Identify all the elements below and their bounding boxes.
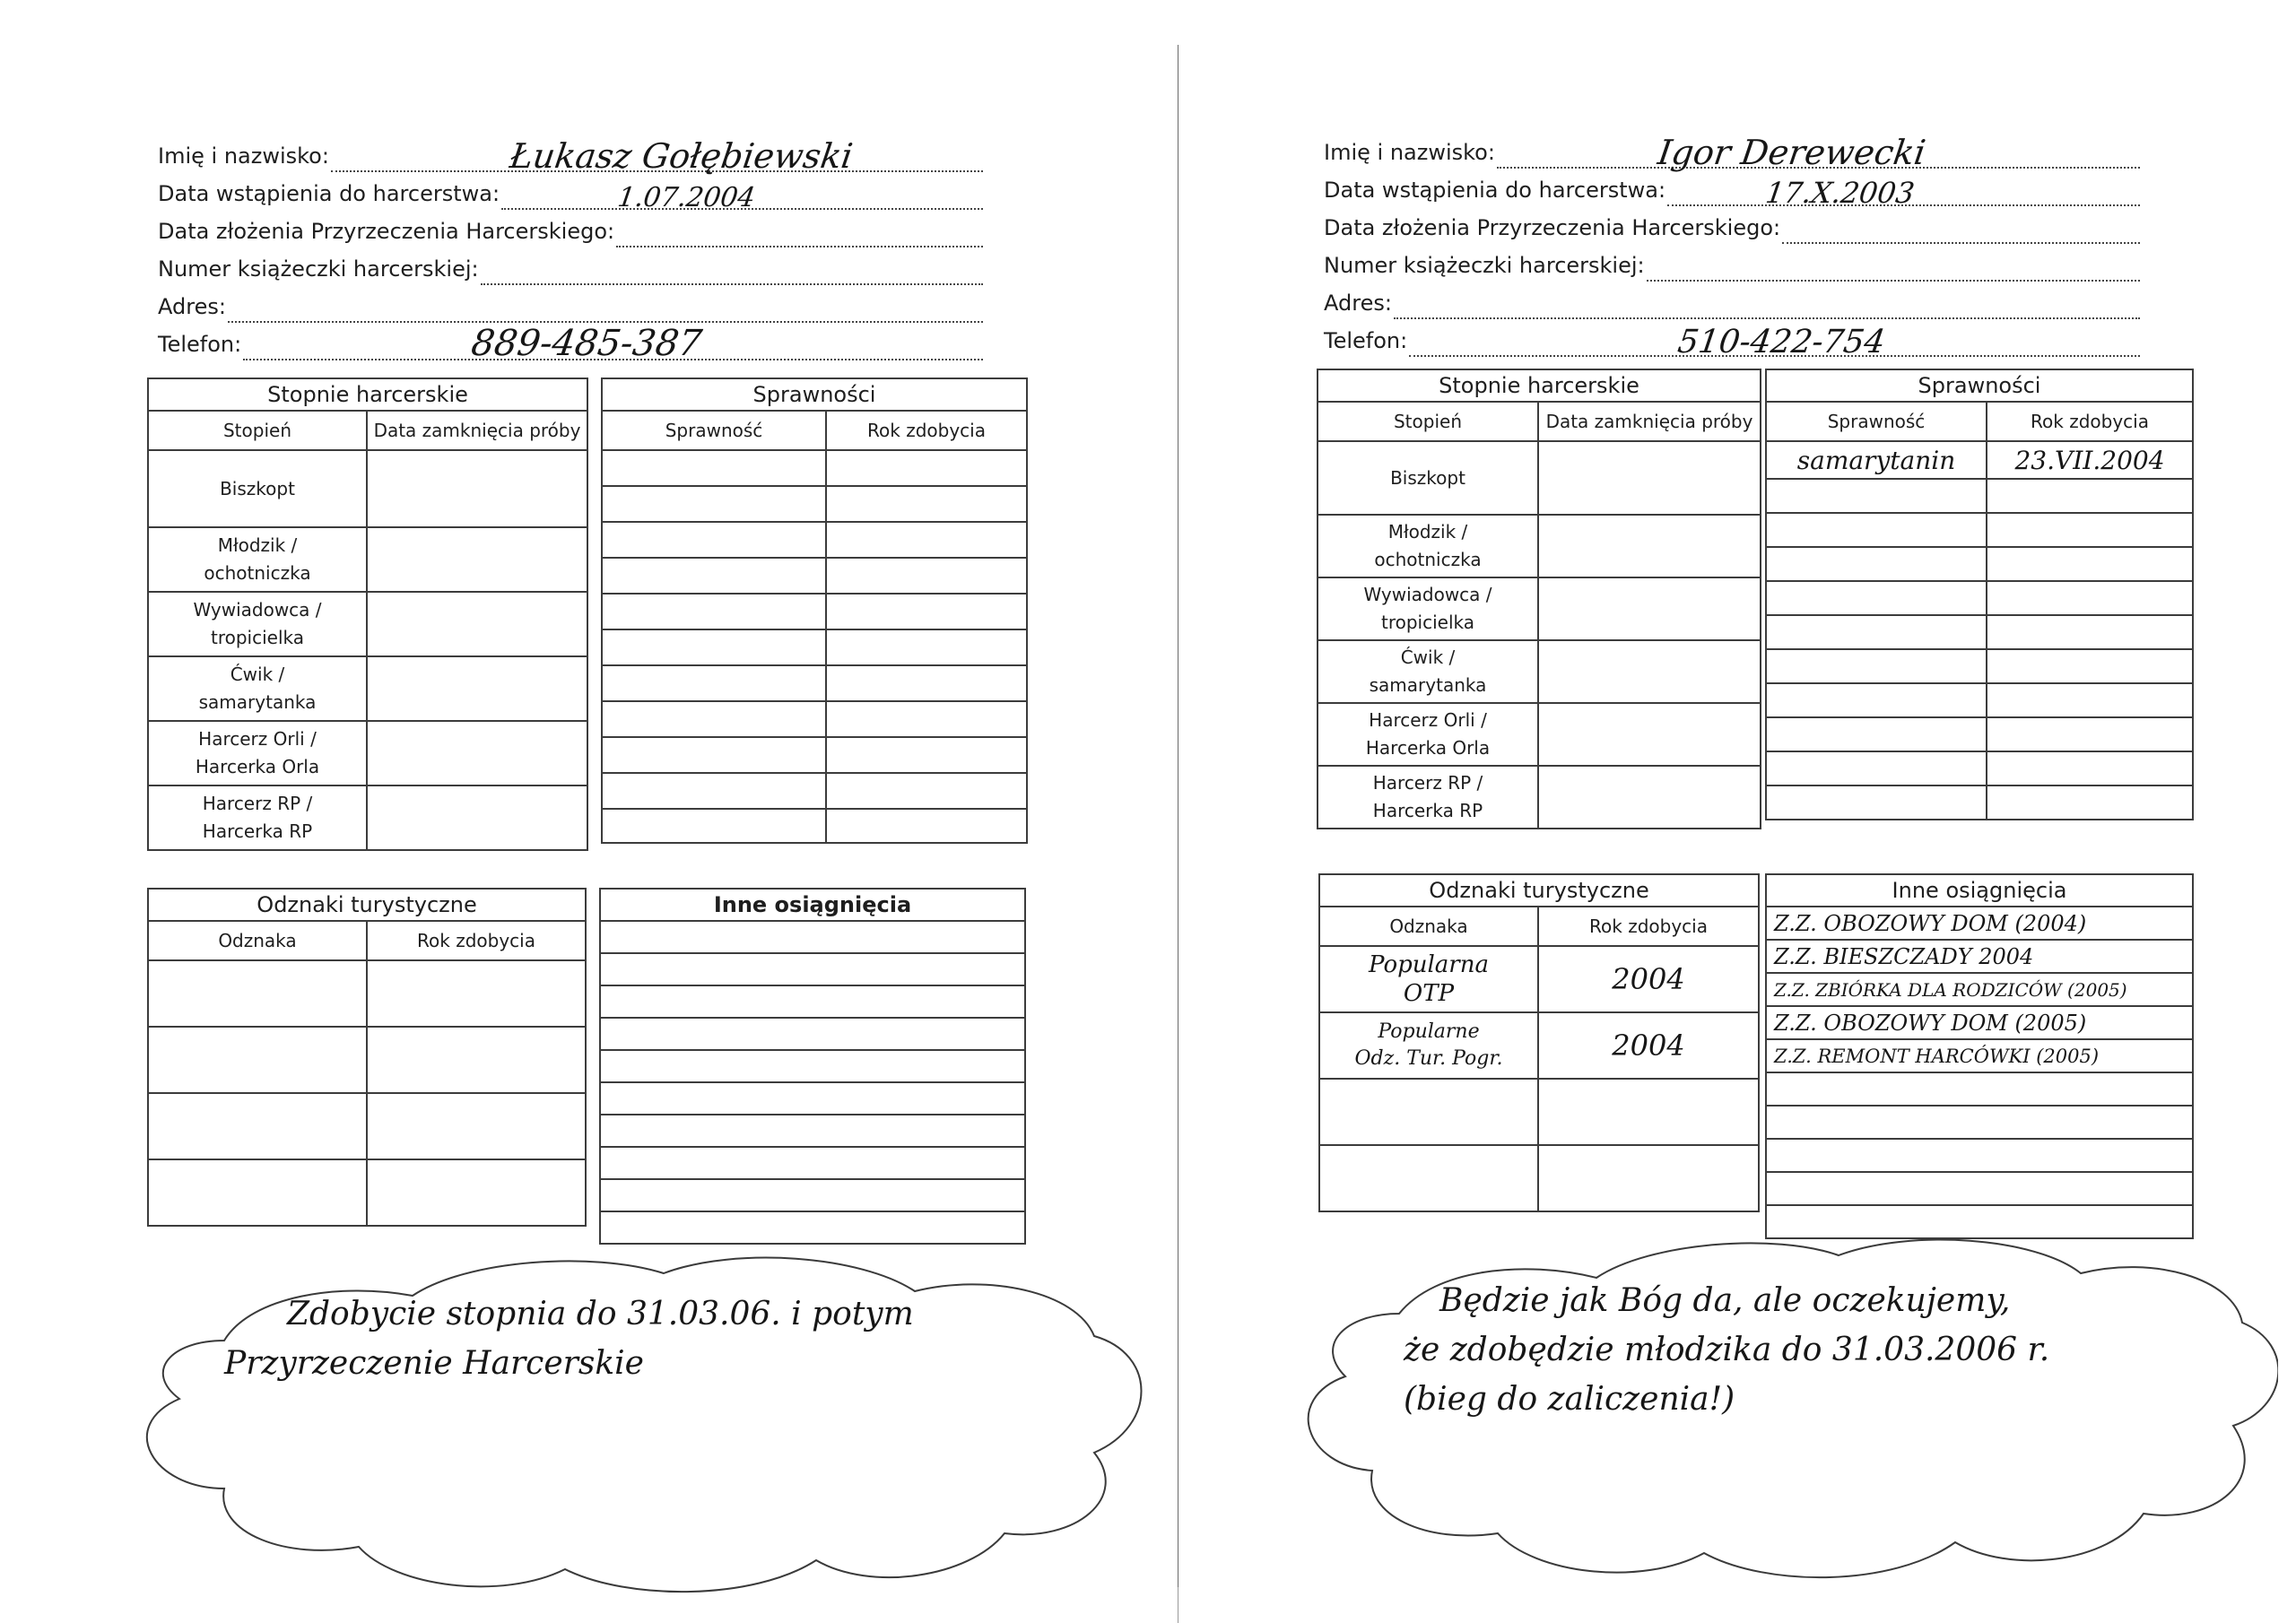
other-row (600, 953, 1025, 985)
rank-row-date (1538, 766, 1761, 829)
tourist-row (1319, 1079, 1759, 1145)
right-join-date-value: 17.X.2003 (1763, 176, 1917, 210)
right-ranks-table (1317, 369, 1761, 829)
tourist-title: Odznaki turystyczne (1319, 874, 1759, 907)
badge-row (602, 594, 1027, 629)
badge-row (602, 701, 1027, 737)
badge-year: 23.VII.2004 (1987, 441, 2193, 479)
left-name-field (158, 135, 983, 176)
rank-row-label: Ćwik / samarytanka (1318, 640, 1538, 703)
badge-row (602, 809, 1027, 843)
tourist-row (148, 1159, 586, 1226)
left-booklet-field (158, 247, 983, 285)
tourist-title: Odznaki turystyczne (148, 889, 586, 921)
badge-row (602, 486, 1027, 522)
tourist-row (1319, 1012, 1759, 1079)
right-page (1175, 0, 2296, 1623)
other-row: Z.Z. BIESZCZADY 2004 (1766, 940, 2193, 973)
left-promise-date-field (158, 210, 983, 247)
address-label: Adres: (158, 294, 226, 319)
promise-date-label: Data złożenia Przyrzeczenia Harcerskiego: (158, 219, 615, 244)
right-cloud-line-3: (bieg do zaliczenia!) (1404, 1381, 1735, 1418)
other-row (1766, 1139, 2193, 1172)
right-cloud-line-1: Będzie jak Bóg da, ale oczekujemy, (1439, 1282, 2011, 1319)
tourist-row (148, 1027, 586, 1093)
tourist-row (148, 960, 586, 1027)
address-label: Adres: (1324, 291, 1392, 316)
other-row (600, 1082, 1025, 1115)
badge-row (602, 665, 1027, 701)
left-address-field (158, 285, 983, 323)
other-title: Inne osiągnięcia (600, 889, 1025, 921)
other-row (1766, 1106, 2193, 1139)
name-label: Imię i nazwisko: (158, 143, 329, 169)
left-comment-cloud (126, 1246, 1148, 1605)
tourist-row (1319, 946, 1759, 1012)
right-address-field (1324, 282, 2140, 319)
other-row (600, 921, 1025, 953)
rank-row-label: Harcerz Orli / Harcerka Orla (1318, 703, 1538, 766)
left-join-date-value: 1.07.2004 (615, 182, 758, 213)
badge-row (602, 558, 1027, 594)
ranks-col-rank: Stopień (1318, 402, 1538, 441)
badge-row (602, 629, 1027, 665)
badge-row (1766, 717, 2193, 751)
other-row (600, 1179, 1025, 1211)
other-row: Z.Z. OBOZOWY DOM (2004) (1766, 907, 2193, 940)
other-row (600, 1115, 1025, 1147)
rank-row-label: Młodzik / ochotniczka (148, 527, 367, 592)
left-tourist-table (147, 888, 587, 1227)
rank-row-date (367, 721, 587, 785)
badge-row (1766, 581, 2193, 615)
other-title: Inne osiągnięcia (1766, 874, 2193, 907)
rank-row-label: Biszkopt (1318, 441, 1538, 515)
right-name-value: Igor Derewecki (1655, 133, 1928, 172)
right-phone-field (1324, 319, 2140, 360)
badge-row (1766, 785, 2193, 820)
rank-row-date (1538, 515, 1761, 577)
booklet-label: Numer książeczki harcerskiej: (1324, 253, 1645, 278)
right-tourist-table (1318, 873, 1760, 1212)
ranks-col-date: Data zamknięcia próby (1538, 402, 1761, 441)
badge-row (602, 737, 1027, 773)
badge-row (1766, 479, 2193, 513)
phone-label: Telefon: (158, 332, 242, 357)
phone-label: Telefon: (1324, 328, 1408, 353)
rank-row-date (1538, 703, 1761, 766)
left-phone-value: 889-485-387 (468, 323, 705, 364)
badges-title: Sprawności (602, 378, 1027, 411)
rank-row-date (367, 450, 587, 527)
badges-col-year: Rok zdobycia (1987, 402, 2193, 441)
left-name-value: Łukasz Gołębiewski (507, 136, 856, 176)
other-row: Z.Z. OBOZOWY DOM (2005) (1766, 1006, 2193, 1039)
rank-row-date (1538, 640, 1761, 703)
name-label: Imię i nazwisko: (1324, 140, 1495, 165)
badge-row (1766, 615, 2193, 649)
rank-row-date (1538, 577, 1761, 640)
other-row (600, 985, 1025, 1018)
right-comment-cloud (1292, 1228, 2278, 1605)
left-cloud-line-2: Przyrzeczenie Harcerskie (224, 1345, 644, 1382)
left-ranks-table (147, 378, 588, 851)
booklet-label: Numer książeczki harcerskiej: (158, 256, 479, 282)
ranks-title: Stopnie harcerskie (1318, 369, 1761, 402)
badge-row (1766, 547, 2193, 581)
rank-row-label: Wywiadowca / tropicielka (1318, 577, 1538, 640)
promise-date-label: Data złożenia Przyrzeczenia Harcerskiego: (1324, 215, 1781, 240)
right-phone-value: 510-422-754 (1675, 324, 1888, 360)
left-phone-field (158, 323, 983, 364)
right-badges-table (1765, 369, 2194, 820)
left-badges-table (601, 378, 1028, 844)
other-row: Z.Z. REMONT HARCÓWKI (2005) (1766, 1039, 2193, 1072)
other-row (600, 1147, 1025, 1179)
badge-row (1766, 649, 2193, 683)
tourist-col-year: Rok zdobycia (1538, 907, 1759, 946)
tourist-year: 2004 (1538, 1012, 1759, 1079)
right-other-table (1765, 873, 2194, 1239)
left-join-date-field (158, 172, 983, 213)
tourist-name: Popularne Odz. Tur. Pogr. (1319, 1012, 1538, 1079)
rank-row-date (367, 592, 587, 656)
tourist-col-name: Odznaka (148, 921, 367, 960)
left-cloud-line-1: Zdobycie stopnia do 31.03.06. i potym (287, 1296, 914, 1332)
rank-row-label: Ćwik / samarytanka (148, 656, 367, 721)
other-row (1766, 1072, 2193, 1106)
badge-name: samarytanin (1766, 441, 1987, 479)
rank-row-date (1538, 441, 1761, 515)
other-row (600, 1211, 1025, 1244)
tourist-col-name: Odznaka (1319, 907, 1538, 946)
rank-row-label: Harcerz RP / Harcerka RP (1318, 766, 1538, 829)
rank-row-label: Biszkopt (148, 450, 367, 527)
tourist-col-year: Rok zdobycia (367, 921, 586, 960)
other-row (600, 1018, 1025, 1050)
badge-row (1766, 751, 2193, 785)
rank-row-date (367, 527, 587, 592)
ranks-title: Stopnie harcerskie (148, 378, 587, 411)
right-name-field (1324, 131, 2140, 172)
badges-col-year: Rok zdobycia (826, 411, 1027, 450)
rank-row-label: Wywiadowca / tropicielka (148, 592, 367, 656)
right-promise-date-field (1324, 206, 2140, 244)
tourist-row (1319, 1145, 1759, 1211)
join-date-label: Data wstąpienia do harcerstwa: (158, 181, 500, 206)
rank-row-date (367, 785, 587, 850)
badges-col-name: Sprawność (1766, 402, 1987, 441)
ranks-col-rank: Stopień (148, 411, 367, 450)
left-other-table (599, 888, 1026, 1245)
badge-row (1766, 513, 2193, 547)
ranks-col-date: Data zamknięcia próby (367, 411, 587, 450)
badge-row (602, 773, 1027, 809)
rank-row-label: Harcerz Orli / Harcerka Orla (148, 721, 367, 785)
badge-row (602, 522, 1027, 558)
badge-row (602, 450, 1027, 486)
other-row (1766, 1172, 2193, 1205)
rank-row-date (367, 656, 587, 721)
badges-title: Sprawności (1766, 369, 2193, 402)
badge-row (1766, 683, 2193, 717)
join-date-label: Data wstąpienia do harcerstwa: (1324, 178, 1666, 203)
badges-col-name: Sprawność (602, 411, 826, 450)
right-cloud-line-2: że zdobędzie młodzika do 31.03.2006 r. (1404, 1332, 2050, 1368)
other-row (600, 1050, 1025, 1082)
right-join-date-field (1324, 169, 2140, 210)
badge-row (1766, 441, 2193, 479)
rank-row-label: Harcerz RP / Harcerka RP (148, 785, 367, 850)
tourist-year: 2004 (1538, 946, 1759, 1012)
rank-row-label: Młodzik / ochotniczka (1318, 515, 1538, 577)
other-row: Z.Z. ZBIÓRKA DLA RODZICÓW (2005) (1766, 973, 2193, 1006)
tourist-row (148, 1093, 586, 1159)
tourist-name: Popularna OTP (1319, 946, 1538, 1012)
right-booklet-field (1324, 244, 2140, 282)
